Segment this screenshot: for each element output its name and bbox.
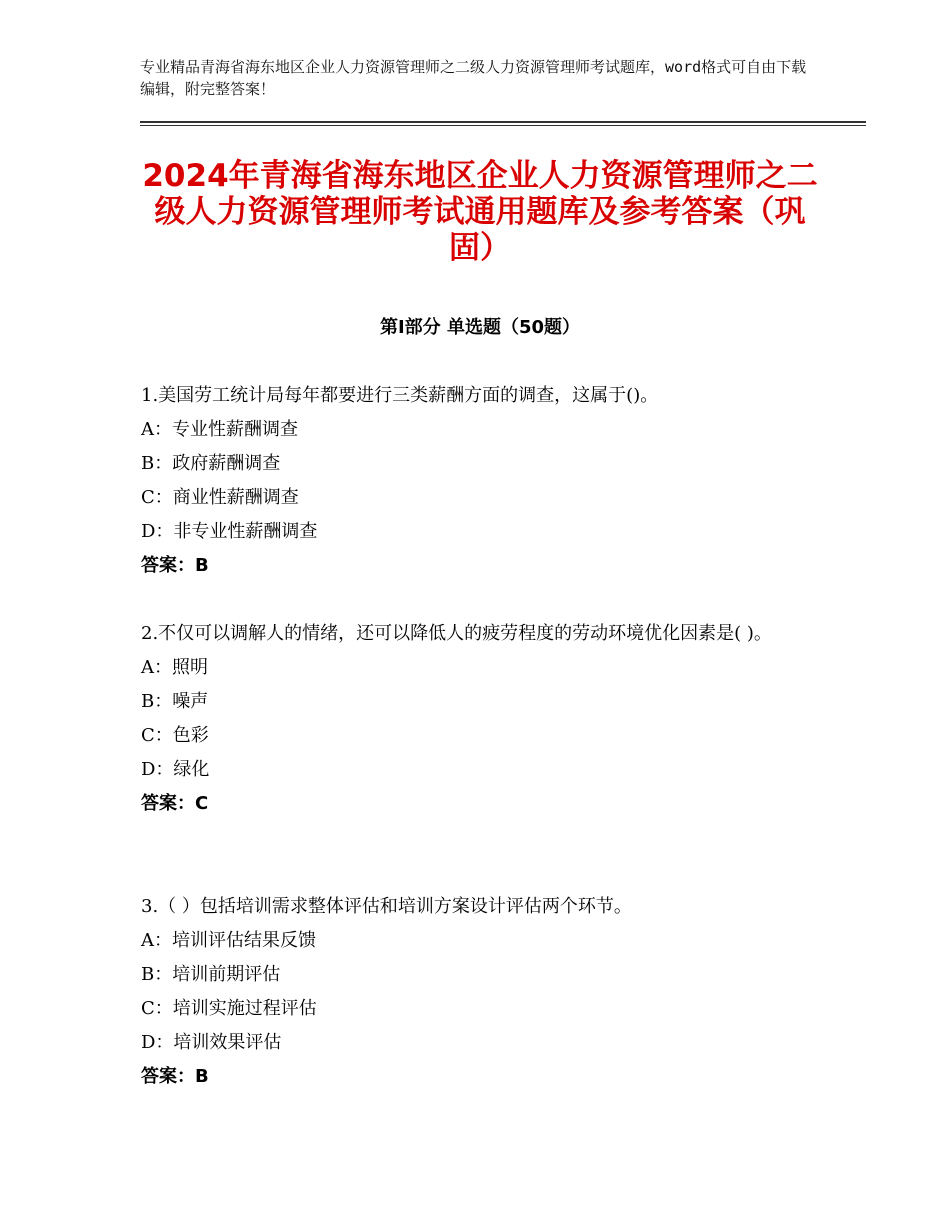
answer: 答案：B bbox=[141, 1066, 209, 1087]
section-title: 第Ⅰ部分 单选题（50题） bbox=[379, 317, 580, 338]
answer: 答案：B bbox=[141, 555, 209, 576]
header-note: 专业精品青海省海东地区企业人力资源管理师之二级人力资源管理师考试题库，word格式可自由下载编辑，附完整答案！ bbox=[140, 58, 807, 98]
question-stem: 2.不仅可以调解人的情绪，还可以降低人的疲劳程度的劳动环境优化因素是( )。 bbox=[141, 623, 772, 644]
answer: 答案：C bbox=[141, 793, 209, 814]
option-d: D：非专业性薪酬调查 bbox=[141, 521, 318, 542]
option-c: C：商业性薪酬调查 bbox=[141, 487, 299, 508]
question-1 bbox=[141, 379, 821, 583]
document-title: 2024年青海省海东地区企业人力资源管理师之二级人力资源管理师考试通用题库及参考答案（巩固） bbox=[142, 158, 818, 266]
header-divider-thin bbox=[140, 125, 866, 126]
question-stem: 3.（ ）包括培训需求整体评估和培训方案设计评估两个环节。 bbox=[141, 896, 632, 917]
option-b: B：噪声 bbox=[141, 691, 209, 712]
question-stem: 1.美国劳工统计局每年都要进行三类薪酬方面的调查，这属于()。 bbox=[141, 385, 659, 406]
option-d: D：培训效果评估 bbox=[141, 1032, 282, 1053]
option-d: D：绿化 bbox=[141, 759, 210, 780]
option-b: B：政府薪酬调查 bbox=[141, 453, 281, 474]
question-3 bbox=[141, 890, 821, 1094]
option-a: A：培训评估结果反馈 bbox=[141, 930, 316, 951]
option-c: C：色彩 bbox=[141, 725, 209, 746]
header-divider bbox=[140, 121, 866, 123]
question-2 bbox=[141, 617, 821, 821]
option-a: A：专业性薪酬调查 bbox=[141, 419, 298, 440]
option-b: B：培训前期评估 bbox=[141, 964, 281, 985]
option-a: A：照明 bbox=[141, 657, 208, 678]
option-c: C：培训实施过程评估 bbox=[141, 998, 317, 1019]
